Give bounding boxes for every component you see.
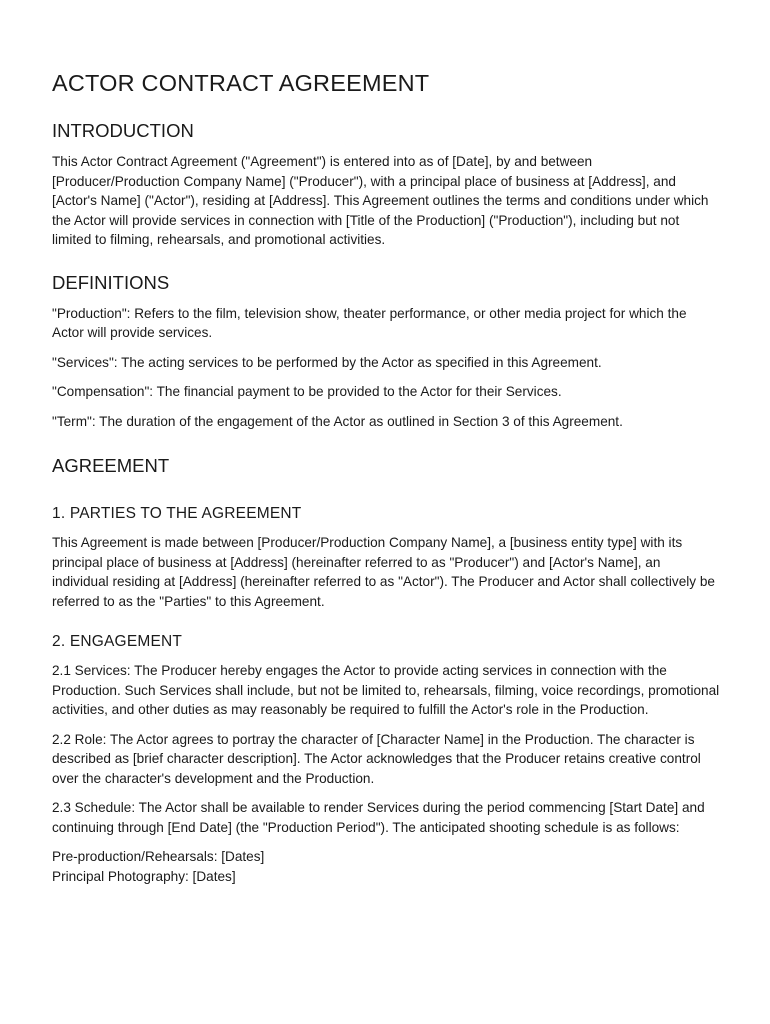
schedule-preproduction: Pre-production/Rehearsals: [Dates] bbox=[52, 849, 265, 864]
parties-subsection bbox=[52, 503, 720, 611]
introduction-section bbox=[52, 118, 720, 250]
agreement-section bbox=[52, 453, 720, 886]
engagement-heading: 2. ENGAGEMENT bbox=[52, 633, 183, 650]
parties-heading: 1. PARTIES TO THE AGREEMENT bbox=[52, 505, 302, 522]
definitions-section bbox=[52, 270, 720, 432]
agreement-heading: AGREEMENT bbox=[52, 455, 170, 476]
parties-text: This Agreement is made between [Producer/Production Company Name], a [business entity type] with its principal place of business at [Address] (hereinafter referred to as "Producer") and [Actor's Name], an individual residing at [Address] (hereinafter referred to as "Actor"). The Producer and Actor shall collectively be referred to as the "Parties" to this Agreement. bbox=[52, 535, 715, 609]
definition-compensation: "Compensation": The financial payment to be provided to the Actor for their Services. bbox=[52, 384, 562, 399]
engagement-role-clause: 2.2 Role: The Actor agrees to portray the character of [Character Name] in the Production. The character is described as [brief character description]. The Actor acknowledges that the Producer retains creative control over the character's development and the Production. bbox=[52, 731, 701, 786]
introduction-heading: INTRODUCTION bbox=[52, 120, 194, 141]
definition-production: "Production": Refers to the film, television show, theater performance, or other media project for which the Actor will provide services. bbox=[52, 305, 687, 340]
definition-term: "Term": The duration of the engagement of the Actor as outlined in Section 3 of this Agreement. bbox=[52, 413, 623, 429]
introduction-text: This Actor Contract Agreement ("Agreement") is entered into as of [Date], by and between [Producer/Production Company Name] ("Producer"), with a principal place of business at [Address], and [Actor's Name] ("Actor"), residing at [Address]. This Agreement outlines the terms and conditions under which the Actor will provide services in connection with [Title of the Production] ("Production"), including but not limited to filming, rehearsals, and promotional activities. bbox=[52, 154, 709, 247]
engagement-subsection bbox=[52, 631, 720, 886]
schedule-principal-photography: Principal Photography: [Dates] bbox=[52, 868, 236, 884]
engagement-services-clause: 2.1 Services: The Producer hereby engages the Actor to provide acting services in connection with the Production. Such Services shall include, but not be limited to, rehearsals, filming, voice recordings, promotional activities, and other duties as may reasonably be required to fulfill the Actor's role in the Production. bbox=[52, 663, 720, 717]
definition-services: "Services": The acting services to be performed by the Actor as specified in this Agreement. bbox=[52, 354, 602, 370]
definitions-heading: DEFINITIONS bbox=[52, 271, 170, 293]
document-title: ACTOR CONTRACT AGREEMENT bbox=[52, 70, 430, 96]
engagement-schedule-clause: 2.3 Schedule: The Actor shall be available to render Services during the period commencing [Start Date] and continuing through [End Date] (the "Production Period"). The anticipated shooting schedule is as follows: bbox=[52, 800, 705, 835]
